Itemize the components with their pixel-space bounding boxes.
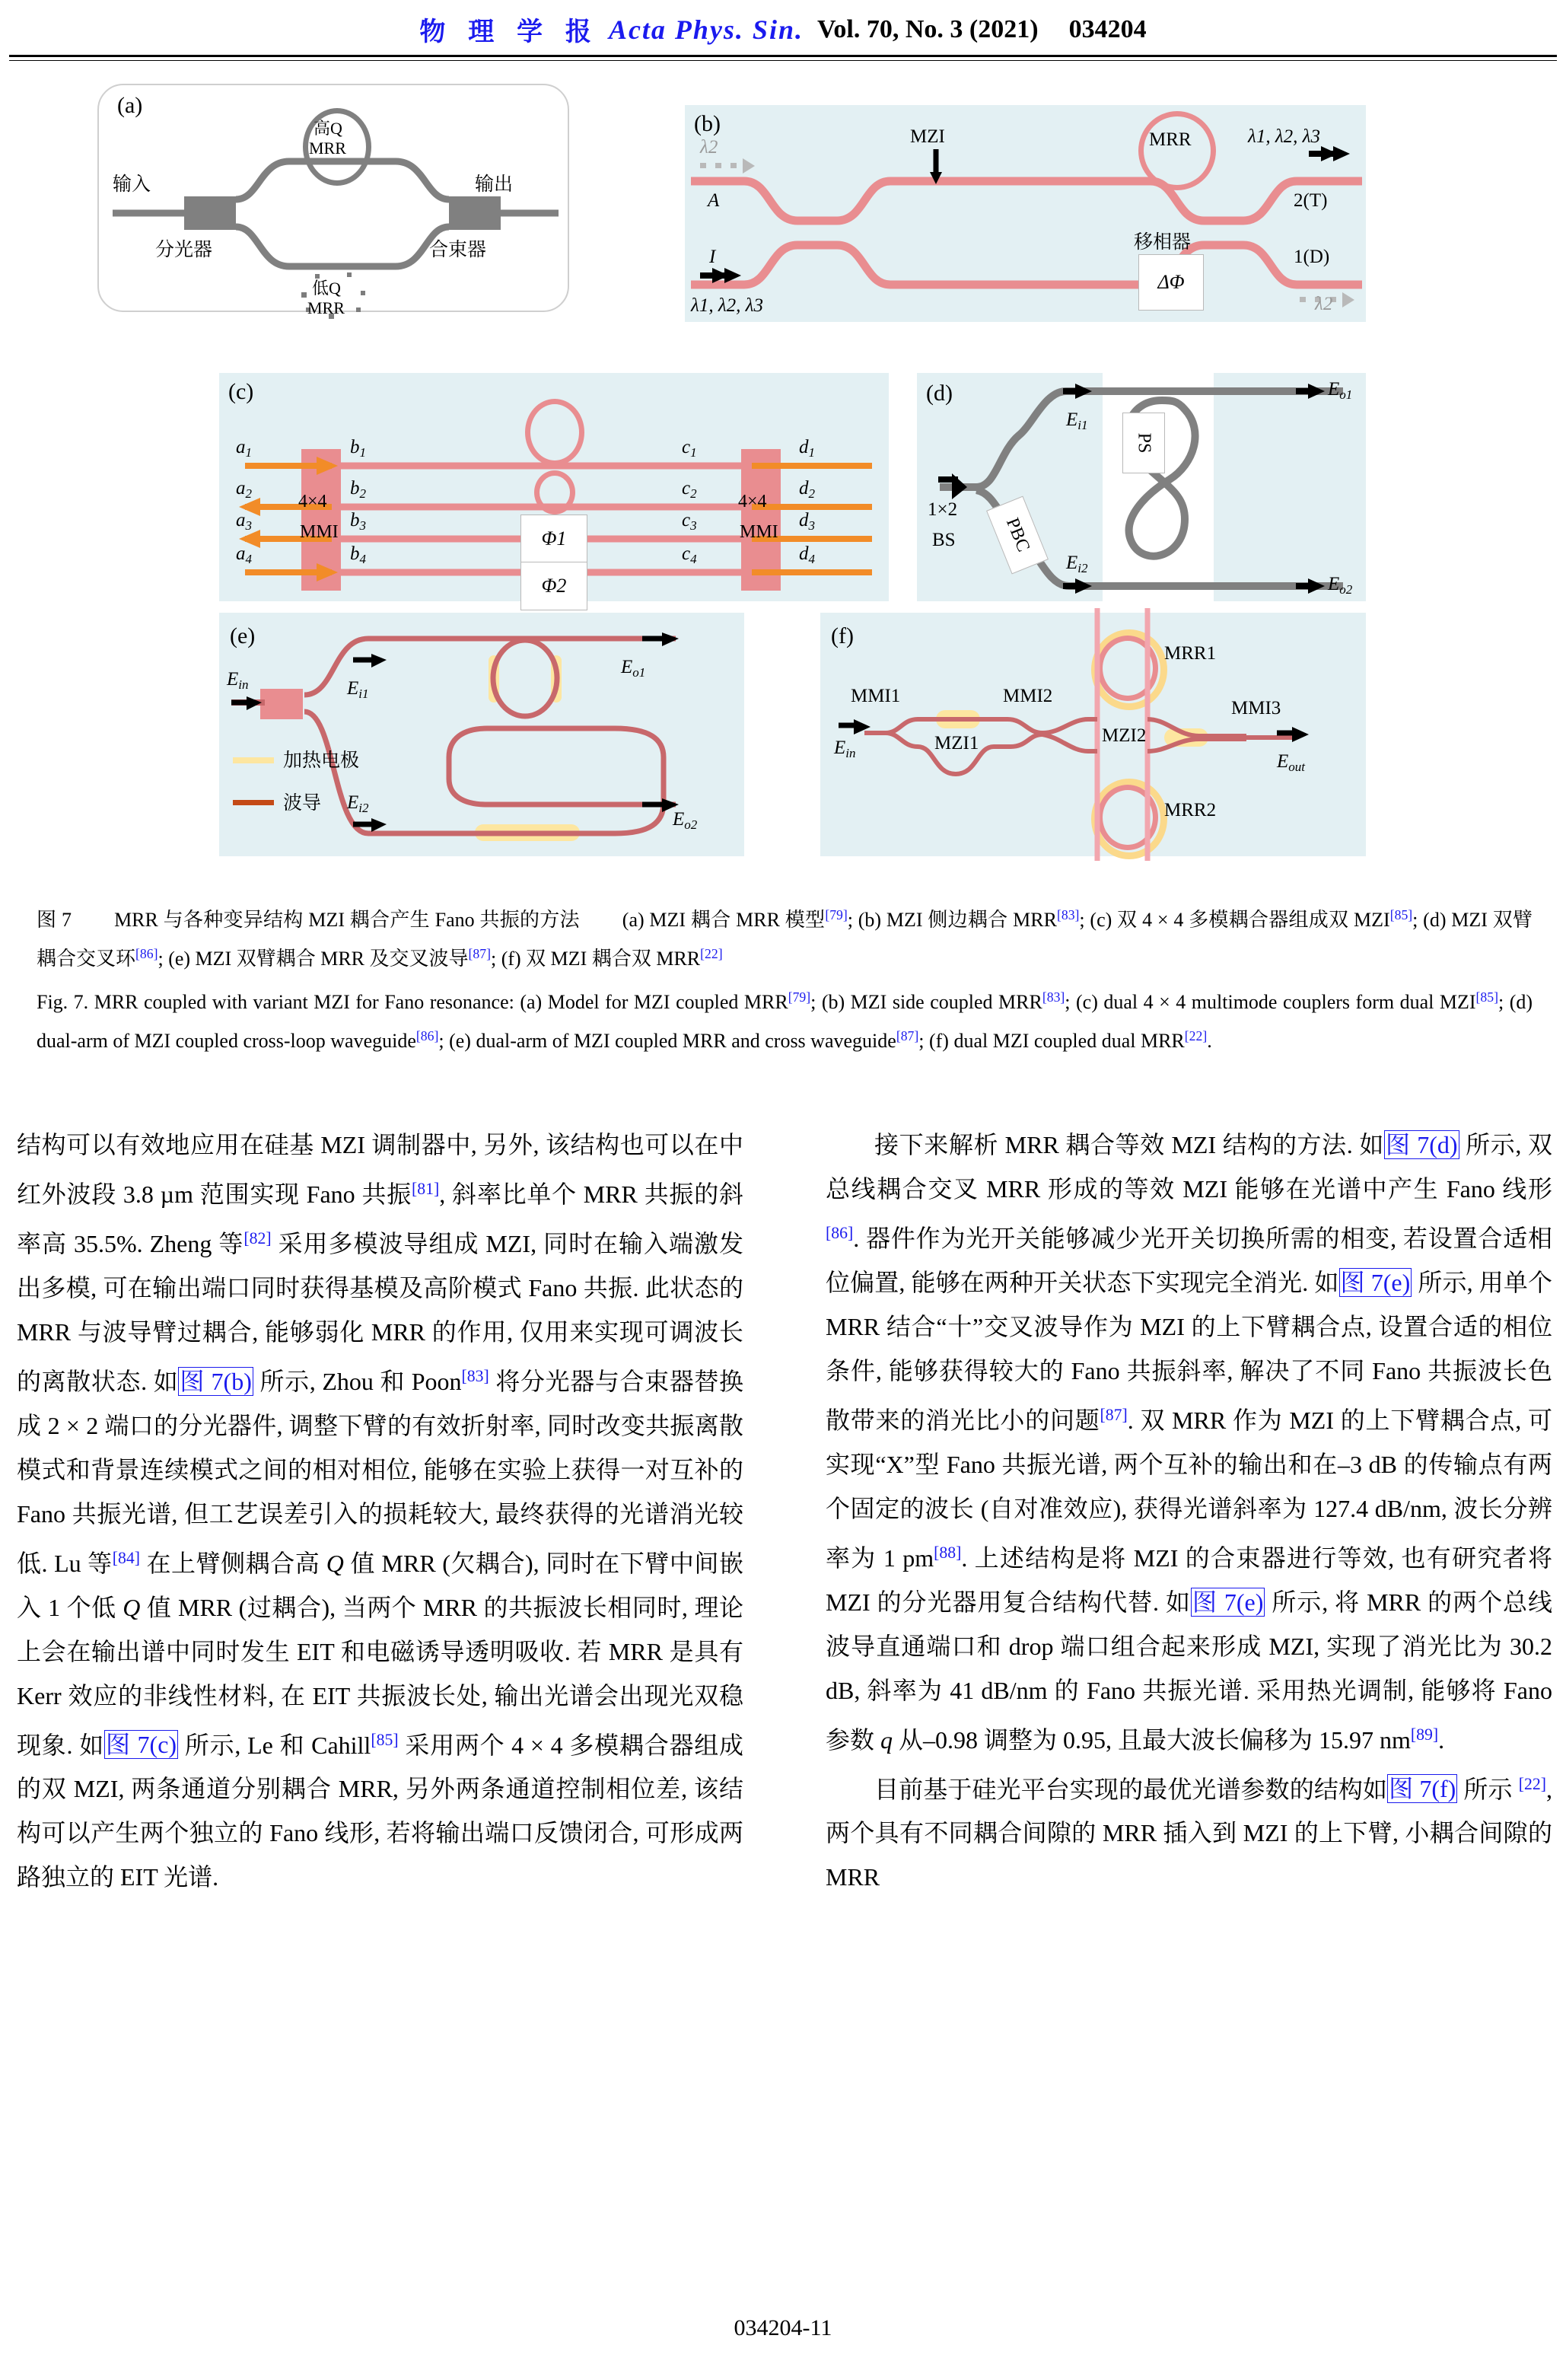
panel-a-tag: (a): [117, 93, 143, 118]
citation-ref: [84]: [112, 1548, 140, 1567]
figure-panel-c: [219, 373, 889, 601]
body-text: , 斜率比单个 MRR 共振的斜率高 35.5%. Zheng 等: [17, 1180, 743, 1257]
figure-cross-reference[interactable]: 图 7(e): [1192, 1588, 1264, 1616]
caption-en-ref-85: [85]: [1475, 989, 1498, 1005]
caption-cn-e: ; (e) MZI 双臂耦合 MRR 及交叉波导: [158, 947, 469, 970]
body-text: . 器件作为光开关能够减少光开关切换所需的相变, 若设置合适相位偏置, 能够在两种开关状态下实现完全消光. 如: [826, 1224, 1552, 1296]
body-text: 采用两个 4 × 4 多模耦合器组成的双 MZI, 两条通道分别耦合 MRR, 另外两条通道控制相位差, 该结构可以产生两个独立的 Fano 线形, 若将输出端口反馈闭合, 可形成两路独立的 EIT 光谱.: [17, 1731, 743, 1891]
panel-e-waveguide: [219, 613, 744, 856]
body-text: 值 MRR (欠耦合), 同时在下臂中间嵌入 1 个低: [17, 1549, 743, 1621]
body-paragraph: [17, 1123, 743, 1899]
body-text: 在上臂侧耦合高: [139, 1549, 326, 1577]
caption-cn-figno: 图 7: [37, 908, 72, 931]
panel-d-ps-label: PS: [1134, 432, 1154, 454]
panel-b-output-port-top: 2(T): [1294, 190, 1328, 211]
body-text: 从–0.98 调整为 0.95, 且最大波长偏移为 15.97 nm: [893, 1725, 1411, 1754]
body-text: . 上述结构是将 MZI 的合束器进行等效, 也有研究者将 MZI 的分光器用复合结构代替. 如: [826, 1544, 1552, 1616]
caption-en-ref-86: [86]: [415, 1028, 439, 1043]
panel-c-phase1-label: Φ1: [541, 527, 567, 550]
caption-en-f: ; (f) dual MZI coupled dual MRR: [918, 1029, 1185, 1052]
body-text: 将分光器与合束器替换成 2 × 2 端口的分光器件, 调整下臂的有效折射率, 同时改变共振离散模式和背景连续模式之间的相对相位, 能够在实验上获得一对互补的 Fano 共振光谱, 但工艺误差引入的损耗较大, 最终获得的光谱消光较低. Lu 等: [17, 1367, 743, 1577]
panel-a-splitter-label: 分光器: [155, 240, 213, 260]
panel-e-eo1: $E_{o1}$: [621, 657, 646, 680]
caption-en-main: MRR coupled with variant MZI for Fano resonance: (a) Model for MZI coupled MRR: [94, 990, 788, 1013]
legend-waveguide-label: 波导: [283, 793, 322, 814]
journal-title-cn: 物 理 学 报: [419, 17, 598, 47]
panel-e-eo2: $E_{o2}$: [673, 809, 698, 832]
panel-f-mmi2: MMI2: [1003, 686, 1053, 706]
panel-d-eo1: $E_{o1}$: [1328, 379, 1353, 402]
panel-c-mmi-right-size: 4×4: [738, 492, 767, 511]
panel-b-tag: (b): [694, 111, 721, 136]
body-paragraph: [826, 1762, 1552, 1900]
panel-b-phase-shifter-label: 移相器: [1134, 232, 1192, 253]
page-footer: 034204-11: [734, 2315, 832, 2340]
panel-e-ei2: $E_{i2}$: [347, 792, 369, 815]
panel-c-c4: $c_4$: [682, 543, 697, 566]
panel-b-ghost-lambda-bottom: λ2: [1315, 294, 1333, 314]
citation-ref: [89]: [1410, 1725, 1439, 1744]
panel-c-input-a3: $a_3$: [236, 510, 252, 533]
caption-en-figno: Fig. 7.: [37, 990, 89, 1013]
panel-c-mmi-left-size: 4×4: [298, 492, 327, 511]
body-text: 接下来解析 MRR 耦合等效 MZI 结构的方法. 如: [874, 1131, 1384, 1158]
panel-e-tag: (e): [230, 623, 256, 648]
panel-d-eo2: $E_{o2}$: [1328, 574, 1353, 597]
body-text: 所示, 用单个 MRR 结合“十”交叉波导作为 MZI 的上下臂耦合点, 设置合适的相位条件, 能够获得较大的 Fano 共振斜率, 解决了不同 Fano 共振波长色散带来的消光比小的问题: [826, 1268, 1552, 1434]
panel-b-ghost-lambda-top: λ2: [700, 137, 718, 158]
panel-b-output-port-bottom: 1(D): [1294, 247, 1330, 267]
panel-d-pbc-label: PBC: [1001, 515, 1034, 555]
citation-ref: [82]: [243, 1228, 272, 1247]
figure-panel-e: [219, 613, 744, 856]
panel-c-d3: $d_3$: [799, 510, 815, 533]
body-text: . 双 MRR 作为 MZI 的上下臂耦合点, 可实现“X”型 Fano 共振光谱, 两个互补的输出和在–3 dB 的传输点有两个固定的波长 (自对准效应), 获得光谱斜率为 127.4 dB/nm, 波长分辨率为 1 pm: [826, 1406, 1552, 1572]
body-paragraph: [826, 1123, 1552, 1762]
panel-d-ei1: $E_{i1}$: [1066, 409, 1088, 432]
panel-d-tag: (d): [926, 381, 953, 406]
citation-ref: [86]: [826, 1224, 854, 1242]
panel-b-output-lambdas: λ1, λ2, λ3: [1248, 126, 1320, 147]
panel-d-bs-size: 1×2: [928, 499, 958, 520]
panel-c-mmi-left-label: MMI: [300, 522, 339, 542]
panel-c-b3: $b_3$: [350, 510, 366, 533]
panel-d-waveguide: [917, 373, 1366, 601]
figure-cross-reference[interactable]: 图 7(d): [1386, 1131, 1458, 1158]
panel-c-phase2-box: [520, 562, 587, 610]
panel-b-phase-shifter-box: [1138, 254, 1204, 311]
figure-panel-b: [685, 105, 1366, 322]
citation-ref: [22]: [1518, 1774, 1546, 1793]
panel-f-mzi1: MZI1: [934, 733, 979, 754]
figure-7: [0, 76, 1566, 883]
caption-en-ref-22: [22]: [1184, 1028, 1208, 1043]
panel-f-ein: $E_{in}$: [834, 738, 856, 760]
panel-b-port-i: I: [709, 247, 716, 267]
journal-title-en: Acta Phys. Sin.: [608, 14, 804, 45]
panel-f-mrr1: MRR1: [1164, 643, 1217, 664]
body-text: 采用多模波导组成 MZI, 同时在输入端激发出多模, 可在输出端口同时获得基模及高阶模式 Fano 共振. 此状态的 MRR 与波导臂过耦合, 能够弱化 MRR 的作用, 仅用来实现可调波长的离散状态. 如: [17, 1229, 743, 1395]
caption-en-ref-79: [79]: [788, 989, 811, 1005]
body-text: 所示, 将 MRR 的两个总线波导直通端口和 drop 端口组合起来形成 MZI, 实现了消光比为 30.2 dB, 斜率为 41 dB/nm 的 Fano 共振光谱. 采用热光调制, 能够将 Fano 参数: [826, 1588, 1552, 1754]
panel-d-ps-box: [1122, 413, 1165, 473]
body-text: 目前基于硅光平台实现的最优光谱参数的结构如: [874, 1775, 1388, 1803]
high-q-label-line1: 高Q: [314, 119, 342, 138]
caption-cn-title: MRR 与各种变异结构 MZI 耦合产生 Fano 共振的方法: [114, 908, 580, 931]
panel-f-eout: $E_{out}$: [1277, 751, 1306, 774]
caption-cn-a: (a) MZI 耦合 MRR 模型: [622, 908, 826, 931]
panel-c-input-a2: $a_2$: [236, 478, 252, 501]
caption-en-ref-83: [83]: [1042, 989, 1065, 1005]
panel-f-mmi3: MMI3: [1231, 698, 1281, 718]
header-rule: [9, 55, 1557, 61]
panel-c-c3: $c_3$: [682, 510, 697, 533]
panel-b-mrr-label: MRR: [1149, 129, 1192, 150]
caption-cn-ref-83: [83]: [1056, 907, 1080, 922]
low-q-label-line1: 低Q: [312, 279, 341, 298]
citation-ref: [83]: [461, 1366, 489, 1385]
figure-cross-reference[interactable]: 图 7(e): [1340, 1268, 1411, 1296]
caption-cn-ref-22: [22]: [700, 945, 723, 961]
panel-a-input-label: 输入: [113, 174, 151, 195]
body-text: , 两个具有不同耦合间隙的 MRR 插入到 MZI 的上下臂, 小耦合间隙的 MRR: [826, 1775, 1552, 1891]
panel-c-b4: $b_4$: [350, 543, 366, 566]
panel-b-input-lambdas: λ1, λ2, λ3: [691, 295, 763, 316]
italic-symbol: q: [880, 1725, 893, 1754]
figure-cross-reference[interactable]: 图 7(f): [1389, 1775, 1456, 1803]
panel-c-tag: (c): [228, 379, 254, 404]
page-header: [0, 11, 1566, 48]
panel-f-waveguide: [820, 613, 1366, 856]
panel-d-bs-label: BS: [932, 530, 956, 550]
panel-d-ei2: $E_{i2}$: [1066, 553, 1088, 575]
low-q-label-line2: MRR: [307, 298, 345, 317]
panel-c-input-a4: $a_4$: [236, 543, 252, 566]
body-left-column: [17, 1123, 743, 1899]
body-text: 值 MRR (过耦合), 当两个 MRR 的共振波长相同时, 理论上会在输出谱中同时发生 EIT 和电磁诱导透明吸收. 若 MRR 是具有 Kerr 效应的非线性材料, 在 EIT 共振波长处, 输出光谱会出现光双稳现象. 如: [17, 1593, 743, 1759]
panel-b-port-a: A: [708, 190, 720, 211]
panel-b-mzi-label: MZI: [910, 126, 945, 147]
figure-panel-d: [917, 373, 1366, 601]
citation-ref: [85]: [371, 1730, 399, 1749]
figure-panel-a: [97, 84, 569, 317]
figure-caption-en: [37, 980, 1533, 1058]
citation-ref: [88]: [934, 1543, 962, 1562]
caption-cn-b: ; (b) MZI 侧边耦合 MRR: [847, 908, 1057, 931]
panel-b-phase-symbol: ΔΦ: [1157, 271, 1185, 293]
panel-e-ein: $E_{in}$: [227, 669, 249, 692]
panel-f-mrr2: MRR2: [1164, 800, 1217, 820]
italic-symbol: Q: [123, 1593, 141, 1621]
caption-en-b: ; (b) MZI side coupled MRR: [810, 990, 1042, 1013]
caption-en-ref-87: [87]: [896, 1028, 919, 1043]
body-right-column: [826, 1123, 1552, 1899]
panel-c-c1: $c_1$: [682, 437, 697, 460]
panel-a-output-label: 输出: [475, 174, 514, 195]
volume-issue: Vol. 70, No. 3 (2021): [816, 14, 1039, 43]
high-q-label-line2: MRR: [309, 139, 346, 158]
figure-cross-reference[interactable]: 图 7(b): [180, 1367, 252, 1395]
caption-cn-ref-85: [85]: [1389, 907, 1413, 922]
caption-en-period: .: [1207, 1029, 1212, 1052]
body-text: 所示: [1457, 1775, 1519, 1803]
body-text: 所示, Le 和 Cahill: [178, 1731, 371, 1759]
panel-f-mmi1: MMI1: [851, 686, 901, 706]
caption-en-c: ; (c) dual 4 × 4 multimode couplers form dual MZI: [1065, 990, 1476, 1013]
body-text: 所示, 双总线耦合交叉 MRR 形成的等效 MZI 能够在光谱中产生 Fano 线形: [826, 1131, 1552, 1203]
figure-caption-cn: [37, 898, 1533, 976]
panel-c-input-a1: $a_1$: [236, 437, 252, 460]
caption-en-d: ; (d) dual-arm of MZI coupled cross-loop waveguide: [37, 990, 1533, 1052]
panel-c-b1: $b_1$: [350, 437, 366, 460]
panel-e-ei1: $E_{i1}$: [347, 678, 369, 701]
panel-a-combiner-label: 合束器: [429, 240, 487, 260]
panel-c-d1: $d_1$: [799, 437, 815, 460]
body-text: 所示, Zhou 和 Poon: [253, 1367, 462, 1395]
caption-cn-ref-86: [86]: [135, 945, 158, 961]
panel-c-d2: $d_2$: [799, 478, 815, 501]
article-number: 034204: [1068, 14, 1147, 43]
legend-heater-label: 加热电极: [283, 750, 360, 771]
figure-cross-reference[interactable]: 图 7(c): [106, 1731, 177, 1759]
figure-panel-f: [820, 613, 1366, 856]
caption-cn-c: ; (c) 双 4 × 4 多模耦合器组成双 MZI: [1079, 908, 1390, 931]
caption-cn-f: ; (f) 双 MZI 耦合双 MRR: [490, 947, 701, 970]
panel-c-c2: $c_2$: [682, 478, 697, 501]
panel-f-tag: (f): [831, 623, 854, 648]
caption-cn-ref-79: [79]: [825, 907, 848, 922]
panel-f-mzi2: MZI2: [1102, 725, 1147, 746]
citation-ref: [81]: [412, 1180, 440, 1198]
citation-ref: [87]: [1100, 1405, 1128, 1424]
panel-c-d4: $d_4$: [799, 543, 815, 566]
caption-cn-d: ; (d) MZI 双臂耦合交叉环: [37, 908, 1533, 970]
italic-symbol: Q: [326, 1549, 344, 1577]
caption-cn-ref-87: [87]: [468, 945, 491, 961]
panel-c-mmi-right-label: MMI: [740, 522, 778, 542]
panel-c-b2: $b_2$: [350, 478, 366, 501]
body-text: .: [1438, 1725, 1445, 1754]
body-text: 结构可以有效地应用在硅基 MZI 调制器中, 另外, 该结构也可以在中红外波段 3.8 µm 范围实现 Fano 共振: [17, 1131, 743, 1208]
caption-en-e: ; (e) dual-arm of MZI coupled MRR and cross waveguide: [438, 1029, 896, 1052]
panel-c-phase2-label: Φ2: [541, 575, 567, 597]
panel-c-phase1-box: [520, 515, 587, 563]
